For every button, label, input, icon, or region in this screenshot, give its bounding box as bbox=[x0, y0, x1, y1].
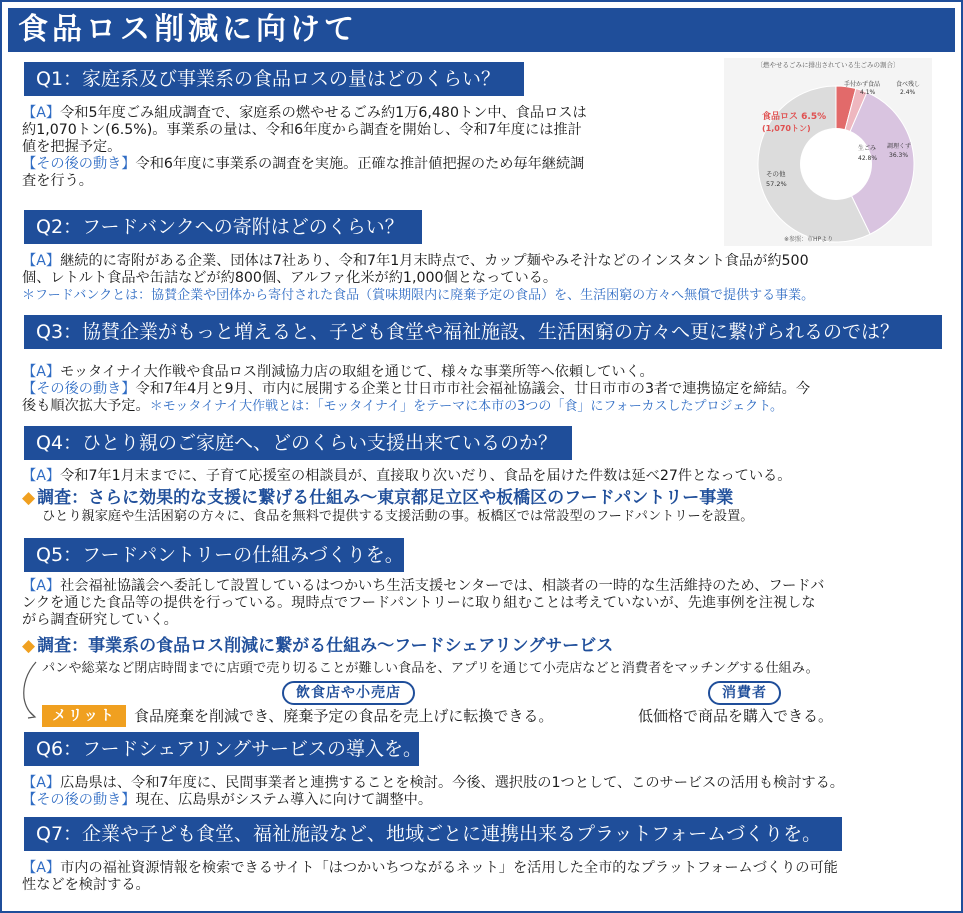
slice-label-untouched: 手付かず食品 bbox=[844, 81, 881, 88]
q6-answer-label: 【A】 bbox=[22, 775, 61, 791]
q6-followup-line1: 現在、広島県がシステム導入に向けて調整中。 bbox=[135, 792, 433, 808]
q5-study-sub: パンや総菜など閉店時間までに店頭で売り切ることが難しい食品を、アプリを通じて小売店などと消費者をマッチングする仕組み。 bbox=[42, 661, 819, 676]
q1-answer-label: 【A】 bbox=[22, 105, 61, 121]
page-title: 食品ロス削減に向けて bbox=[18, 12, 358, 47]
q3-answer-label: 【A】 bbox=[22, 364, 61, 380]
q4-answer-label: 【A】 bbox=[22, 468, 61, 484]
q7-answer-line1: 市内の福祉資源情報を検索できるサイト「はつかいちつながるネット」を活用した全市的なプラットフォームづくりの可能 bbox=[60, 860, 838, 876]
q7-answer-label: 【A】 bbox=[22, 860, 61, 876]
diamond-icon: ◆ bbox=[22, 636, 36, 656]
slice-value-scraps: 36.3% bbox=[889, 152, 909, 159]
q2-answer-label: 【A】 bbox=[22, 253, 61, 269]
q6-title-bar: Q6：フードシェアリングサービスの導入を。 bbox=[24, 732, 419, 766]
group-value: 42.8% bbox=[858, 155, 878, 162]
q7-answer-line2: 性などを検討する。 bbox=[22, 877, 150, 893]
q1-answer bbox=[22, 105, 587, 190]
slice-value-leftover: 2.4% bbox=[900, 89, 916, 96]
q3-followup-line2: 後も順次拡大予定。 bbox=[22, 398, 150, 414]
q5-answer-line3: がら調査研究していく。 bbox=[22, 612, 178, 628]
q6-followup-label: 【その後の動き】 bbox=[22, 792, 136, 808]
q2-answer-line2: 個、レトルト食品や缶詰などが約800個、アルファ化米が約1,000個となっている。 bbox=[22, 270, 558, 286]
q3-followup-line1: 令和7年4月と9月、市内に展開する企業と廿日市市社会福祉協議会、廿日市市の3者で連携協定を締結。今 bbox=[135, 381, 811, 397]
q5-study-text: 調査：事業系の食品ロス削減に繋がる仕組み〜フードシェアリングサービス bbox=[37, 636, 614, 656]
q4-study-heading bbox=[22, 488, 733, 508]
merit-left-text: 食品廃棄を削減でき、廃棄予定の食品を売上げに転換できる。 bbox=[134, 707, 554, 725]
q7-title-bar: Q7：企業や子ども食堂、福祉施設など、地域ごとに連携出来るプラットフォームづくりを。 bbox=[24, 817, 842, 851]
chart-caption: 〔燃やせるごみに排出されている生ごみの割合〕 bbox=[756, 61, 900, 69]
slice-value-other: 57.2% bbox=[766, 180, 787, 188]
q3-note: ＊モッタイナイ大作戦とは：「モッタイナイ」をテーマに本市の3つの「食」にフォーカスしたプロジェクト。 bbox=[149, 399, 784, 414]
q7-answer bbox=[22, 860, 838, 894]
slice-label-leftover: 食べ残し bbox=[896, 81, 921, 88]
q1-answer-line3: 値を把握予定。 bbox=[22, 139, 122, 155]
q1-answer-line2: 約1,070トン(6.5%)。事業系の量は、令和6年度から調査を開始し、令和7年度には推計 bbox=[22, 122, 582, 138]
q6-answer bbox=[22, 775, 844, 809]
slice-value-untouched: 4.1% bbox=[860, 89, 876, 96]
q5-answer-line1: 社会福祉協議会へ委託して設置しているはつかいち生活支援センターでは、相談者の一時的な生活維持のため、フードバ bbox=[60, 578, 825, 594]
q4-study-sub: ひとり親家庭や生活困窮の方々に、食品を無料で提供する支援活動の事。板橋区では常設型のフードパントリーを設置。 bbox=[42, 509, 754, 524]
q4-answer bbox=[22, 468, 791, 485]
q1-answer-line1: 令和5年度ごみ組成調査で、家庭系の燃やせるごみ約1万6,480トン中、食品ロスは bbox=[60, 105, 587, 121]
q6-answer-line1: 広島県は、令和7年度に、民間事業者と連携することを検討。今後、選択肢の1つとして、このサービスの活用も検討する。 bbox=[60, 775, 844, 791]
q2-answer-line1: 継続的に寄附がある企業、団体は7社あり、令和7年1月末時点で、カップ麺やみそ汁などのインスタント食品が約500 bbox=[60, 253, 809, 269]
q1-followup-label: 【その後の動き】 bbox=[22, 156, 136, 172]
pie-hole bbox=[800, 128, 872, 200]
q4-title-bar: Q4：ひとり親のご家庭へ、どのくらい支援出来ているのか？ bbox=[24, 426, 572, 460]
connector-arrow-icon bbox=[18, 658, 42, 722]
q3-title-bar: Q3：協賛企業がもっと増えると、子ども食堂や福祉施設、生活困窮の方々へ更に繋げられるのでは？ bbox=[24, 315, 942, 349]
food-loss-label: 食品ロス 6.5% bbox=[762, 112, 827, 122]
q2-title-bar: Q2：フードバンクへの寄附はどのくらい？ bbox=[24, 210, 422, 244]
q2-answer bbox=[22, 253, 814, 304]
food-loss-sub: (1,070トン) bbox=[762, 124, 811, 133]
merit-badge: メリット bbox=[42, 705, 126, 727]
slice-label-other: その他 bbox=[766, 170, 786, 178]
chart-source: ※参照：市HPより bbox=[784, 236, 834, 243]
group-label: 生ごみ bbox=[858, 145, 877, 152]
q3-answer-line1: モッタイナイ大作戦や食品ロス削減協力店の取組を通じて、様々な事業所等へ依頼していく。 bbox=[60, 364, 654, 380]
q4-answer-line1: 令和7年1月末までに、子育て応援室の相談員が、直接取り次いだり、食品を届けた件数は延べ27件となっている。 bbox=[60, 468, 792, 484]
pill-consumers: 消費者 bbox=[708, 681, 781, 705]
q5-answer-label: 【A】 bbox=[22, 578, 61, 594]
slice-label-scraps: 調理くず bbox=[887, 143, 912, 150]
q1-followup-line1: 令和6年度に事業系の調査を実施。正確な推計値把握のため毎年継続調 bbox=[135, 156, 585, 172]
q5-answer-line2: ンクを通じた食品等の提供を行っている。現時点でフードパントリーに取り組むことは考えていないが、先進事例を注視しな bbox=[22, 595, 816, 611]
q4-study-text: 調査：さらに効果的な支援に繋げる仕組み〜東京都足立区や板橋区のフードパントリー事業 bbox=[37, 488, 734, 508]
title-banner bbox=[8, 8, 955, 52]
q2-note: ＊フードバンクとは：協賛企業や団体から寄付された食品（賞味期限内に廃棄予定の食品）を、生活困窮の方々へ無償で提供する事業。 bbox=[22, 288, 815, 303]
diamond-icon: ◆ bbox=[22, 488, 36, 508]
q3-answer bbox=[22, 364, 810, 415]
pill-restaurants-retailers: 飲食店や小売店 bbox=[282, 681, 415, 705]
q5-study-heading bbox=[22, 636, 613, 656]
q1-followup-line2: 査を行う。 bbox=[22, 173, 93, 189]
q5-title-bar: Q5：フードパントリーの仕組みづくりを。 bbox=[24, 538, 404, 572]
q5-answer bbox=[22, 578, 824, 629]
q1-title-bar: Q1：家庭系及び事業系の食品ロスの量はどのくらい？ bbox=[24, 62, 524, 96]
q3-followup-label: 【その後の動き】 bbox=[22, 381, 136, 397]
merit-right-text: 低価格で商品を購入できる。 bbox=[638, 707, 834, 725]
pie-chart bbox=[724, 58, 932, 246]
